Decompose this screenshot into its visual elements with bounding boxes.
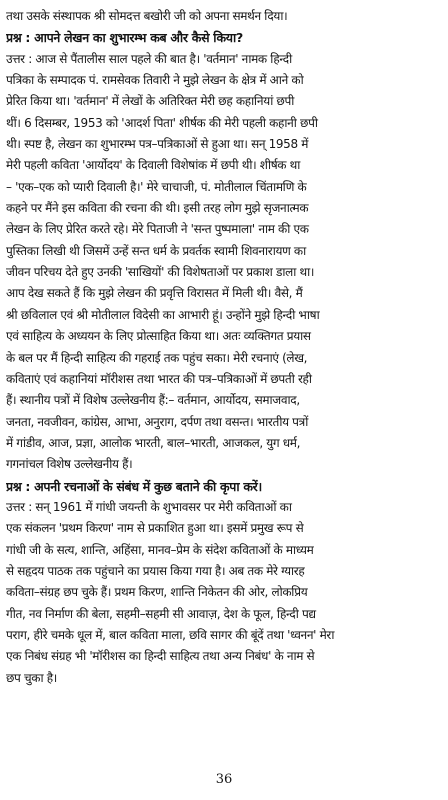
answer-line: पराग, हीरे चमके धूल में, बाल कविता माला, छवि सागर की बूंदें तथा 'ध्वनन' मेरा <box>6 627 335 642</box>
answer-line: गीत, नव निर्माण की बेला, सहमी–सहमी सी आवाज़, देश के फूल, हिन्दी पद्य <box>6 606 316 621</box>
answer-line: – 'एक–एक को प्यारी दिवाली है।' मेरे चाचाजी, पं. मोतीलाल चिंतामणि के <box>6 179 307 194</box>
answer-line: पत्रिका के सम्पादक पं. रामसेवक तिवारी ने मुझे लेखन के क्षेत्र में आने को <box>6 73 304 88</box>
answer-line: थी। स्पष्ट है, लेखन का शुभारम्भ पत्र–पत्रिकाओं से हुआ था। सन् 1958 में <box>6 137 309 152</box>
answer-line: एक संकलन 'प्रथम किरण' नाम से प्रकाशित हुआ था। इसमें प्रमुख रूप से <box>6 521 304 536</box>
document-page <box>6 6 442 689</box>
answer-line: प्रेरित किया था। 'वर्तमान' में लेखों के अतिरिक्त मेरी छह कहानियां छपी <box>6 94 295 109</box>
answer-line: हैं। स्थानीय पत्रों में विशेष उल्लेखनीय हैं:– वर्तमान, आर्योदय, समाजवाद, <box>6 393 300 408</box>
answer-line: एवं साहित्य के अध्ययन के लिए प्रोत्साहित किया था। अतः व्यक्तिगत प्रयास <box>6 329 311 344</box>
answer-line: कविता–संग्रह छप चुके हैं। प्रथम किरण, शान्ति निकेतन की ओर, लोकप्रिय <box>6 585 308 600</box>
answer-line: पुस्तिका लिखी थी जिसमें उन्हें सन्त धर्म के प्रवर्तक स्वामी शिवनारायण का <box>6 243 306 258</box>
question-heading: प्रश्न : आपने लेखन का शुभारम्भ कब और कैसे किया? <box>6 30 243 46</box>
question-heading: प्रश्न : अपनी रचनाओं के संबंध में कुछ बताने की कृपा करें। <box>6 478 262 494</box>
answer-line: के बल पर मैं हिन्दी साहित्य की गहराई तक पहुंच सका। मेरी रचनाएं (लेख, <box>6 350 308 365</box>
answer-line: एक निबंध संग्रह भी 'मॉरीशस का हिन्दी साहित्य तथा अन्य निबंध' के नाम से <box>6 649 315 664</box>
body-line: तथा उसके संस्थापक श्री सोमदत्त बखोरी जी को अपना समर्थन दिया। <box>6 9 288 23</box>
answer-line: लेखन के लिए प्रेरित करते रहे। मेरे पिताजी ने 'सन्त पुष्पमाला' नाम की एक <box>6 222 309 237</box>
answer-line: मेरी पहली कविता 'आर्योदय' के दिवाली विशेषांक में छपी थी। शीर्षक था <box>6 158 301 173</box>
answer-line: श्री छविलाल एवं श्री मोतीलाल विदेसी का आभारी हूं। उन्होंने मुझे हिन्दी भाषा <box>6 307 320 322</box>
answer-line: जीवन परिचय देते हुए उनकी 'साखियों' की विशेषताओं पर प्रकाश डाला था। <box>6 265 315 280</box>
answer-line: कहने पर मैंने इस कविता की रचना की थी। इसी तरह लोग मुझे सृजनात्मक <box>6 201 309 216</box>
answer-line: छप चुका है। <box>6 670 57 685</box>
answer-line: उत्तर : आज से पैंतालीस साल पहले की बात है। 'वर्तमान' नामक हिन्दी <box>6 51 292 66</box>
answer-line: कविताएं एवं कहानियां मॉरीशस तथा भारत की पत्र–पत्रिकाओं में छपती रही <box>6 371 312 386</box>
answer-line: थीं। 6 दिसम्बर, 1953 को 'आदर्श पिता' शीर्षक की मेरी पहली कहानी छपी <box>6 115 318 130</box>
answer-line: गगनांचल विशेष उल्लेखनीय हैं। <box>6 457 133 472</box>
answer-line: आप देख सकते हैं कि मुझे लेखन की प्रवृत्ति विरासत में मिली थी। वैसे, मैं <box>6 286 303 301</box>
answer-line: गांधी जी के सत्य, शान्ति, अहिंसा, मानव–प्रेम के संदेश कविताओं के माध्यम <box>6 542 314 557</box>
answer-line: जनता, नवजीवन, कांग्रेस, आभा, अनुराग, दर्पण तथा वसन्त। भारतीय पत्रों <box>6 414 309 429</box>
page-number: 36 <box>215 772 233 787</box>
answer-line: उत्तर : सन् 1961 में गांधी जयन्ती के शुभावसर पर मेरी कविताओं का <box>6 499 292 514</box>
answer-line: में गांडीव, आज, प्रज्ञा, आलोक भारती, बाल–भारती, आजकल, युग धर्म, <box>6 435 301 450</box>
answer-line: से सहृदय पाठक तक पहुंचाने का प्रयास किया गया है। अब तक मेरे ग्यारह <box>6 563 305 578</box>
